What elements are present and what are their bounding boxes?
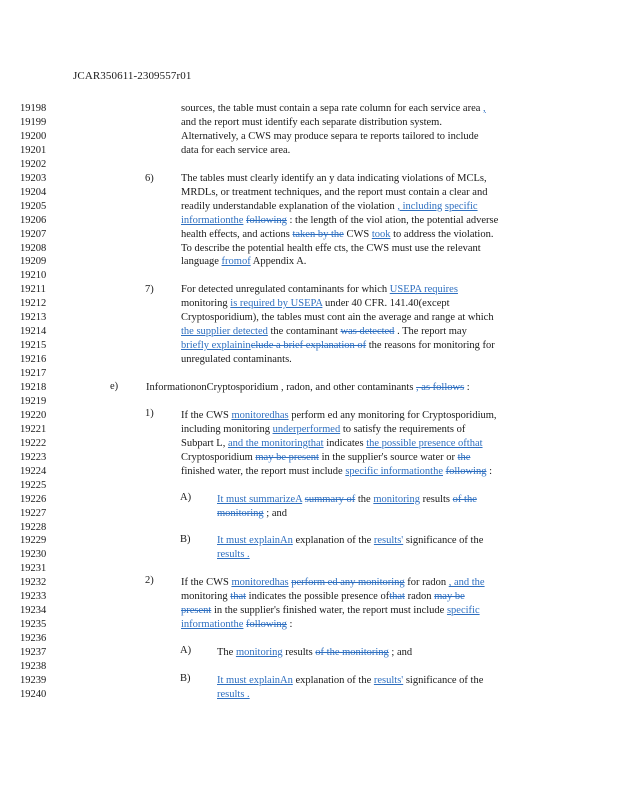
- line-number: 19214: [20, 326, 47, 338]
- text-segment: The: [217, 647, 236, 659]
- line-number: 19216: [20, 354, 47, 366]
- line-number: 19233: [20, 591, 47, 603]
- line-number: 19234: [20, 605, 47, 617]
- line-number: 19237: [20, 647, 47, 659]
- text-segment: results: [282, 647, 316, 659]
- text-line: [217, 646, 412, 659]
- inserted-text: informationthe: [181, 619, 244, 631]
- inserted-text: It must summarizeA: [217, 493, 303, 505]
- deleted-text: the: [457, 451, 471, 463]
- document-id: JCAR350611-2309557r01: [73, 70, 192, 82]
- text-segment: perform ed any monitoring for Cryptosporidium,: [288, 409, 497, 421]
- text-segment: . The report may: [394, 326, 467, 338]
- line-number: 19231: [20, 563, 47, 575]
- text-segment: ; and: [388, 647, 413, 659]
- deleted-text: was detected: [340, 326, 395, 338]
- text-line: [181, 186, 487, 199]
- deleted-text: following: [246, 619, 287, 631]
- inserted-text: underperformed: [272, 423, 341, 435]
- text-segment: in the supplier's source water or: [318, 451, 458, 463]
- text-segment: :: [286, 619, 293, 631]
- text-line: [217, 548, 250, 561]
- text-segment: Cryptosporidium), the tables must cont ain the average and range at which: [181, 312, 494, 324]
- text-line: [217, 507, 287, 520]
- inserted-text: specific: [444, 200, 478, 212]
- text-segment: :: [464, 382, 470, 393]
- text-segment: explanation of the: [292, 535, 374, 547]
- text-segment: data for each service area.: [181, 144, 291, 156]
- text-segment: language: [181, 256, 222, 268]
- text-line: [181, 618, 292, 631]
- text-segment: readily understandable explanation of the violation: [181, 200, 398, 212]
- inserted-text: fromof: [221, 256, 251, 268]
- deleted-text: summary of: [304, 493, 356, 505]
- inserted-text: results': [373, 674, 404, 686]
- deleted-text: of the: [452, 493, 477, 505]
- line-number: 19218: [20, 382, 47, 393]
- inserted-text: , including: [397, 200, 443, 212]
- line-number: 19212: [20, 298, 47, 310]
- text-line: [181, 465, 492, 478]
- text-line: [181, 353, 292, 366]
- deleted-text: of the monitoring: [315, 647, 389, 659]
- text-segment: If the CWS: [181, 577, 232, 589]
- subitem-label-1B: B): [180, 534, 191, 545]
- line-number: 19204: [20, 186, 47, 198]
- inserted-text: specific: [446, 605, 480, 617]
- text-line: [181, 255, 306, 268]
- text-segment: the contaminant: [267, 326, 341, 338]
- item-label-7: 7): [145, 284, 154, 295]
- text-segment: significance of the: [403, 674, 484, 686]
- text-segment: Cryptosporidium: [181, 451, 256, 463]
- line-number: 19217: [20, 368, 47, 380]
- text-line: [181, 297, 450, 310]
- text-line: [181, 451, 470, 464]
- line-number: 19203: [20, 172, 47, 184]
- deleted-text: present: [181, 605, 212, 617]
- line-number: 19207: [20, 228, 47, 240]
- line-number: 19227: [20, 507, 47, 519]
- item-label-2: 2): [145, 575, 154, 586]
- line-number: 19211: [20, 284, 46, 296]
- text-segment: For detected unregulated contaminants for which: [181, 284, 390, 296]
- text-segment: If the CWS: [181, 409, 232, 421]
- line-number: 19224: [20, 465, 47, 477]
- line-number: 19220: [20, 409, 47, 421]
- inserted-text: briefly explainin: [181, 340, 251, 352]
- line-number: 19230: [20, 549, 47, 561]
- text-segment: indicates the possible presence of: [246, 591, 390, 603]
- text-line: [181, 590, 465, 603]
- deleted-text: following: [445, 465, 487, 477]
- text-line: [181, 339, 495, 352]
- deleted-text: taken by the: [292, 228, 344, 240]
- text-segment: sources, the table must contain a sepa rate column for each service area: [181, 103, 484, 114]
- text-line: [217, 493, 477, 506]
- inserted-text: monitoredhas: [231, 409, 289, 421]
- text-segment: unregulated contaminants.: [181, 354, 292, 366]
- text-line: [181, 423, 465, 436]
- inserted-text: monitoring: [235, 647, 283, 659]
- deleted-text: may be present: [255, 451, 319, 463]
- line-number: 19206: [20, 214, 47, 226]
- text-line: [217, 688, 250, 701]
- text-segment: for radon: [404, 577, 449, 589]
- text-line: [181, 116, 442, 129]
- line-number: 19226: [20, 493, 47, 505]
- text-segment: finished water, the report must include: [181, 465, 346, 477]
- inserted-text: results .: [217, 549, 250, 561]
- text-segment: :: [486, 465, 493, 477]
- line-number: 19219: [20, 395, 47, 407]
- text-line: [181, 144, 290, 157]
- text-segment: CWS: [343, 228, 372, 240]
- line-number: 19236: [20, 633, 47, 645]
- text-line: [217, 674, 483, 687]
- text-segment: the reasons for monitoring for: [366, 340, 495, 352]
- line-number: 19238: [20, 661, 47, 672]
- text-segment: MRDLs, or treatment techniques, and the report must contain a clear and: [181, 186, 488, 198]
- line-number: 19221: [20, 423, 47, 435]
- text-segment: in the supplier's finished water, the report must include: [211, 605, 447, 617]
- inserted-text: is required by USEPA: [230, 298, 323, 310]
- inserted-text: It must explainAn: [217, 674, 293, 686]
- line-number: 19240: [20, 688, 47, 700]
- line-number: 19198: [20, 103, 47, 114]
- inserted-text: results .: [217, 688, 250, 700]
- text-line: [181, 200, 478, 213]
- text-line: [181, 130, 479, 143]
- inserted-text: results': [373, 535, 404, 547]
- text-segment: to address the violation.: [390, 228, 494, 240]
- line-number: 19213: [20, 312, 47, 324]
- deleted-text: monitoring: [217, 507, 264, 519]
- text-segment: InformationonCryptosporidium , radon, and other contaminants: [146, 382, 417, 393]
- inserted-text: It must explainAn: [217, 535, 293, 547]
- text-segment: the: [355, 493, 374, 505]
- text-line: [181, 576, 485, 589]
- text-segment: health effects, and actions: [181, 228, 293, 240]
- text-segment: : the length of the viol ation, the potential adverse: [286, 214, 499, 226]
- text-segment: Subpart L,: [181, 437, 228, 449]
- text-line: [181, 604, 480, 617]
- inserted-text: monitoring: [373, 493, 420, 505]
- line-number: 19202: [20, 158, 47, 170]
- inserted-text: monitoredhas: [231, 577, 289, 589]
- line-number: 19232: [20, 577, 47, 589]
- text-segment: Alternatively, a CWS may produce separa te reports tailored to include: [181, 130, 479, 142]
- item-label-6: 6): [145, 173, 154, 184]
- text-line: [146, 381, 470, 394]
- text-line: [181, 242, 481, 255]
- text-line: [181, 325, 467, 338]
- text-segment: under 40 CFR. 141.40(except: [322, 298, 450, 310]
- inserted-text: the possible presence ofthat: [366, 437, 483, 449]
- inserted-text: USEPA requires: [389, 284, 458, 296]
- subitem-label-2B: B): [180, 673, 191, 684]
- line-number: 19235: [20, 619, 47, 631]
- text-segment: explanation of the: [292, 674, 374, 686]
- text-segment: ; and: [263, 507, 287, 519]
- text-line: [181, 283, 458, 296]
- text-line: [217, 534, 483, 547]
- line-number: 19223: [20, 451, 47, 463]
- line-number: 19200: [20, 130, 47, 142]
- deleted-text: may be: [434, 591, 465, 603]
- line-number: 19229: [20, 535, 47, 547]
- inserted-text: informationthe: [181, 214, 244, 226]
- line-number: 19228: [20, 521, 47, 533]
- text-segment: results: [419, 493, 453, 505]
- text-segment: Appendix A.: [250, 256, 307, 268]
- deleted-text: that: [230, 591, 247, 603]
- line-number: 19225: [20, 479, 47, 491]
- item-label-e: e): [110, 381, 119, 392]
- inserted-text: specific informationthe: [345, 465, 444, 477]
- text-line: [181, 214, 498, 227]
- inserted-text: took: [371, 228, 391, 240]
- inserted-text: and the monitoringthat: [227, 437, 324, 449]
- subitem-label-2A: A): [180, 645, 192, 656]
- line-number: 19199: [20, 116, 47, 128]
- line-number: 19215: [20, 340, 47, 352]
- line-number: 19209: [20, 256, 47, 268]
- deleted-text: clude a brief explanation of: [250, 340, 367, 352]
- line-number: 19201: [20, 144, 47, 156]
- text-line: [181, 102, 486, 115]
- text-line: [181, 437, 483, 450]
- text-segment: monitoring: [181, 591, 231, 603]
- text-line: [181, 311, 494, 324]
- text-segment: radon: [404, 591, 435, 603]
- subitem-label-1A: A): [180, 492, 192, 503]
- inserted-text: the supplier detected: [181, 326, 268, 338]
- text-line: [181, 409, 497, 422]
- text-line: [181, 172, 487, 185]
- deleted-text: perform ed any monitoring: [291, 577, 405, 589]
- text-segment: indicates: [323, 437, 367, 449]
- inserted-text: ,: [483, 103, 486, 114]
- line-number: 19205: [20, 200, 47, 212]
- deleted-text: , as follows: [416, 382, 465, 393]
- text-segment: to satisfy the requirements of: [340, 423, 466, 435]
- text-segment: The tables must clearly identify an y data indicating violations of MCLs,: [181, 172, 487, 184]
- line-number: 19210: [20, 270, 47, 282]
- text-segment: including monitoring: [181, 423, 273, 435]
- deleted-text: following: [246, 214, 287, 226]
- deleted-text: that: [389, 591, 405, 603]
- text-segment: To describe the potential health effe cts, the CWS must use the relevant: [181, 242, 481, 254]
- line-number: 19239: [20, 674, 47, 686]
- text-segment: significance of the: [403, 535, 484, 547]
- item-label-1: 1): [145, 408, 154, 419]
- text-line: [181, 228, 493, 241]
- inserted-text: , and the: [448, 577, 485, 589]
- text-segment: monitoring: [181, 298, 231, 310]
- line-number: 19208: [20, 242, 47, 254]
- line-number: 19222: [20, 437, 47, 449]
- text-segment: and the report must identify each separate distribution system.: [181, 116, 442, 128]
